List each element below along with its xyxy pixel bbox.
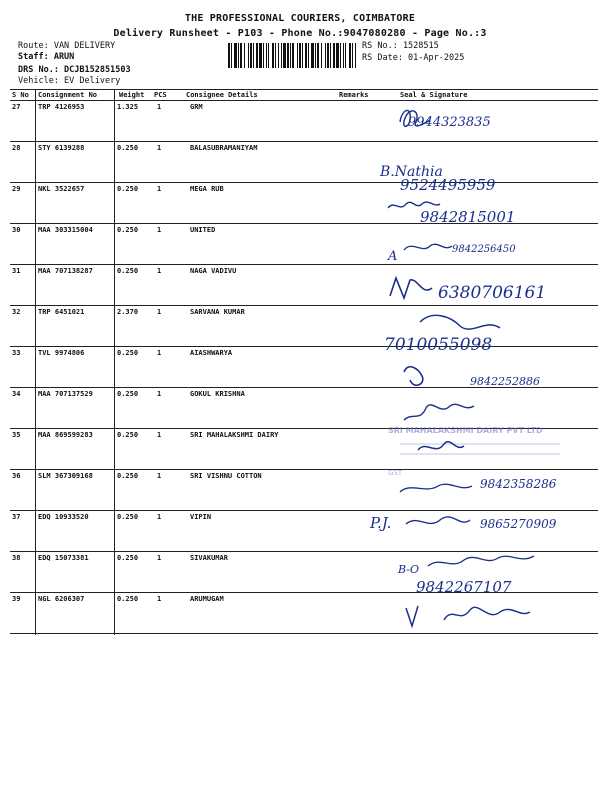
barcode-bar xyxy=(308,43,309,68)
cell-weight: 1.325 xyxy=(117,103,139,111)
barcode-bar xyxy=(290,43,291,68)
barcode-bar xyxy=(250,43,252,68)
rs-number: RS No.: 1528515 xyxy=(362,41,439,51)
cell-consignment: SLM 367309168 xyxy=(38,472,93,480)
cell-sno: 30 xyxy=(12,226,21,234)
barcode-bar xyxy=(275,43,276,68)
row-divider xyxy=(10,551,598,552)
cell-sno: 29 xyxy=(12,185,21,193)
row-divider xyxy=(10,141,598,142)
barcode xyxy=(228,43,356,68)
barcode-bar xyxy=(330,43,331,68)
barcode-bar xyxy=(234,43,237,68)
barcode-bar xyxy=(231,43,232,68)
cell-weight: 0.250 xyxy=(117,267,139,275)
cell-weight: 0.250 xyxy=(117,513,139,521)
cell-weight: 0.250 xyxy=(117,349,139,357)
svg-text:SRI MAHALAKSHMI DAIRY PVT LTD: SRI MAHALAKSHMI DAIRY PVT LTD xyxy=(388,426,543,435)
cell-consignment: MAA 707137529 xyxy=(38,390,93,398)
barcode-bar xyxy=(302,43,303,68)
cell-weight: 0.250 xyxy=(117,472,139,480)
barcode-bar xyxy=(248,43,249,68)
row-divider xyxy=(10,428,598,429)
barcode-bar xyxy=(340,43,341,68)
barcode-bar xyxy=(345,43,346,68)
row-divider xyxy=(10,305,598,306)
svg-text:9865270909: 9865270909 xyxy=(480,517,557,531)
barcode-bar xyxy=(268,43,269,68)
barcode-bar xyxy=(305,43,307,68)
cell-weight: 0.250 xyxy=(117,390,139,398)
cell-sno: 35 xyxy=(12,431,21,439)
svg-text:B-O: B-O xyxy=(398,563,420,576)
cell-pcs: 1 xyxy=(157,349,162,357)
cell-consignment: TRP 6451021 xyxy=(38,308,85,316)
vehicle-label: Vehicle: EV Delivery xyxy=(18,76,121,86)
barcode-bar xyxy=(343,43,344,68)
svg-text:9842815001: 9842815001 xyxy=(420,208,516,226)
barcode-bar xyxy=(317,43,319,68)
cell-pcs: 1 xyxy=(157,144,162,152)
cell-pcs: 1 xyxy=(157,267,162,275)
cell-consignment: TVL 9974806 xyxy=(38,349,85,357)
company-title: THE PROFESSIONAL COURIERS, COIMBATORE xyxy=(184,13,416,24)
cell-consignee: GRM xyxy=(190,103,203,111)
svg-text:9842267107: 9842267107 xyxy=(416,578,512,596)
row-divider xyxy=(10,633,598,634)
barcode-bar xyxy=(292,43,294,68)
row-divider xyxy=(10,182,598,183)
barcode-bar xyxy=(315,43,316,68)
barcode-bar xyxy=(228,43,230,68)
table-top-rule xyxy=(10,89,598,90)
cell-sno: 39 xyxy=(12,595,21,603)
barcode-bar xyxy=(240,43,242,68)
barcode-bar xyxy=(263,43,264,68)
svg-text:9842252886: 9842252886 xyxy=(470,375,540,388)
svg-text:6380706161: 6380706161 xyxy=(438,283,547,303)
cell-consignee: UNITED xyxy=(190,226,216,234)
barcode-bar xyxy=(325,43,326,68)
cell-pcs: 1 xyxy=(157,308,162,316)
cell-consignee: SRI VISHNU COTTON xyxy=(190,472,262,480)
barcode-bar xyxy=(256,43,258,68)
svg-text:B.Nathia: B.Nathia xyxy=(380,164,443,180)
cell-consignee: SARVANA KUMAR xyxy=(190,308,245,316)
route-label: Route: VAN DELIVERY xyxy=(18,41,116,51)
cell-sno: 27 xyxy=(12,103,21,111)
cell-consignment: MAA 869599283 xyxy=(38,431,93,439)
cell-consignment: STY 6139288 xyxy=(38,144,85,152)
cell-consignee: ARUMUGAM xyxy=(190,595,224,603)
table-header-rule xyxy=(10,100,598,101)
barcode-bar xyxy=(278,43,279,68)
cell-consignee: VIPIN xyxy=(190,513,212,521)
cell-consignment: TRP 4126953 xyxy=(38,103,85,111)
barcode-bar xyxy=(349,43,351,68)
barcode-bar xyxy=(287,43,289,68)
col-header-remarks: Remarks xyxy=(339,91,369,99)
cell-weight: 0.250 xyxy=(117,144,139,152)
row-divider xyxy=(10,346,598,347)
cell-consignment: EDQ 15073381 xyxy=(38,554,89,562)
cell-weight: 0.250 xyxy=(117,226,139,234)
svg-text:GST: GST xyxy=(388,469,403,477)
col-header-consignee: Consignee Details xyxy=(186,91,258,99)
barcode-bar xyxy=(244,43,245,68)
rs-date: RS Date: 01-Apr-2025 xyxy=(362,53,465,63)
drs-number: DRS No.: DCJB152851503 xyxy=(18,65,131,75)
row-divider xyxy=(10,264,598,265)
cell-pcs: 1 xyxy=(157,390,162,398)
cell-pcs: 1 xyxy=(157,185,162,193)
row-divider xyxy=(10,469,598,470)
cell-consignee: GOKUL KRISHNA xyxy=(190,390,245,398)
col-header-weight: Weight xyxy=(119,91,145,99)
cell-consignee: SIVAKUMAR xyxy=(190,554,228,562)
col-header-seal: Seal & Signature xyxy=(400,91,468,99)
cell-sno: 38 xyxy=(12,554,21,562)
cell-pcs: 1 xyxy=(157,554,162,562)
cell-pcs: 1 xyxy=(157,595,162,603)
cell-pcs: 1 xyxy=(157,226,162,234)
cell-weight: 0.250 xyxy=(117,554,139,562)
cell-pcs: 1 xyxy=(157,472,162,480)
barcode-bar xyxy=(311,43,314,68)
cell-sno: 34 xyxy=(12,390,21,398)
cell-consignee: NAGA VADIVU xyxy=(190,267,237,275)
barcode-bar xyxy=(333,43,335,68)
barcode-bar xyxy=(352,43,353,68)
barcode-bar xyxy=(281,43,282,68)
barcode-bar xyxy=(327,43,329,68)
cell-consignee: AIASHWARYA xyxy=(190,349,233,357)
svg-text:9944323835: 9944323835 xyxy=(408,115,491,130)
barcode-bar xyxy=(336,43,339,68)
barcode-bar xyxy=(299,43,301,68)
cell-sno: 36 xyxy=(12,472,21,480)
row-divider xyxy=(10,592,598,593)
svg-text:7010055098: 7010055098 xyxy=(384,335,493,355)
col-divider xyxy=(35,89,36,635)
cell-consignee: MEGA RUB xyxy=(190,185,224,193)
cell-weight: 0.250 xyxy=(117,431,139,439)
runsheet-subtitle: Delivery Runsheet - P103 - Phone No.:9047080280 - Page No.:3 xyxy=(113,28,487,39)
barcode-bar xyxy=(297,43,298,68)
row-divider xyxy=(10,387,598,388)
cell-pcs: 1 xyxy=(157,103,162,111)
barcode-bar xyxy=(355,43,356,68)
barcode-bar xyxy=(259,43,262,68)
cell-sno: 31 xyxy=(12,267,21,275)
svg-text:9842358286: 9842358286 xyxy=(480,477,557,491)
barcode-bar xyxy=(253,43,254,68)
barcode-bar xyxy=(321,43,322,68)
cell-consignment: NGL 6206307 xyxy=(38,595,85,603)
col-header-pcs: PCS xyxy=(154,91,167,99)
handwritten-signatures xyxy=(360,100,600,635)
cell-consignee: BALASUBRAMANIYAM xyxy=(190,144,258,152)
cell-consignment: EDQ 10933520 xyxy=(38,513,89,521)
cell-consignment: MAA 303315004 xyxy=(38,226,93,234)
barcode-bar xyxy=(266,43,267,68)
cell-sno: 37 xyxy=(12,513,21,521)
row-divider xyxy=(10,223,598,224)
svg-text:P.J.: P.J. xyxy=(370,514,392,532)
barcode-bar xyxy=(238,43,239,68)
cell-weight: 0.250 xyxy=(117,185,139,193)
cell-weight: 0.250 xyxy=(117,595,139,603)
row-divider xyxy=(10,510,598,511)
svg-text:A: A xyxy=(388,249,398,264)
cell-weight: 2.370 xyxy=(117,308,139,316)
barcode-bar xyxy=(283,43,286,68)
col-header-sno: S No xyxy=(12,91,29,99)
svg-text:9842256450: 9842256450 xyxy=(452,244,516,255)
cell-pcs: 1 xyxy=(157,431,162,439)
cell-pcs: 1 xyxy=(157,513,162,521)
cell-consignee: SRI MAHALAKSHMI DAIRY xyxy=(190,431,279,439)
cell-sno: 32 xyxy=(12,308,21,316)
svg-text:9524495959: 9524495959 xyxy=(400,176,496,194)
col-divider xyxy=(114,89,115,635)
cell-consignment: MAA 707138287 xyxy=(38,267,93,275)
barcode-bar xyxy=(272,43,274,68)
cell-sno: 33 xyxy=(12,349,21,357)
cell-consignment: NKL 3522657 xyxy=(38,185,85,193)
col-header-consignment: Consignment No xyxy=(38,91,98,99)
staff-label: Staff: ARUN xyxy=(18,52,75,62)
cell-sno: 28 xyxy=(12,144,21,152)
